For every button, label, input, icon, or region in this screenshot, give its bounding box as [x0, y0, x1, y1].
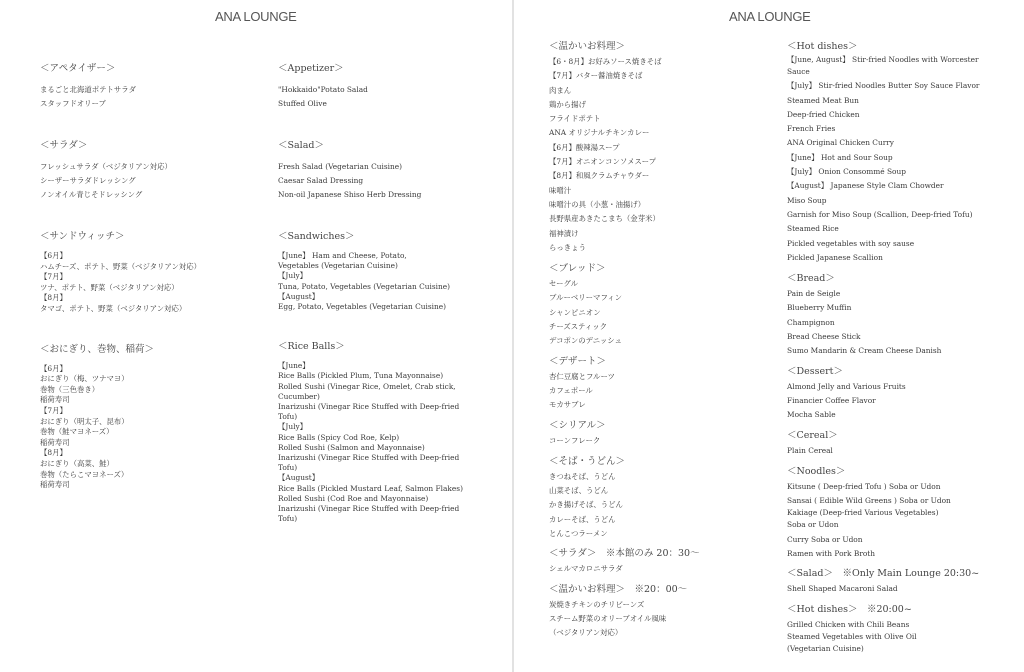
menu-item: Plain Cereal: [787, 445, 833, 455]
menu-item: Tofu): [278, 514, 298, 524]
menu-section: [40, 139, 270, 202]
menu-item: 【8月】和風クラムチャウダー: [549, 171, 650, 181]
menu-item: タマゴ、ポテト、野菜（ベジタリアン対応）: [40, 303, 187, 313]
menu-item: 稲荷寿司: [40, 395, 70, 405]
menu-item: 巻物（たらこマヨネーズ）: [40, 469, 129, 479]
menu-item: Kakiage (Deep-fried Various Vegetables): [787, 508, 939, 518]
menu-section: [549, 355, 779, 413]
menu-item: かき揚げそば、うどん: [549, 500, 623, 510]
menu-item: Inarizushi (Vinegar Rice Stuffed with Deep-fried: [278, 402, 460, 412]
menu-item: Stuffed Olive: [278, 99, 327, 108]
menu-item: セーグル: [549, 279, 579, 289]
menu-item: 【8月】: [40, 293, 67, 303]
menu-item: Inarizushi (Vinegar Rice Stuffed with Deep-fried: [278, 453, 460, 463]
menu-item: Pickled Japanese Scallion: [787, 252, 883, 262]
menu-item: Sansai ( Edible Wild Greens ) Soba or Udon: [787, 496, 951, 506]
menu-item: 福神漬け: [549, 228, 579, 238]
menu-item: Steamed Vegetables with Olive Oil: [787, 631, 917, 641]
section-heading: ＜サラダ＞: [40, 140, 88, 151]
menu-item: Financier Coffee Flavor: [787, 395, 876, 405]
menu-item: "Hokkaido"Potato Salad: [278, 85, 368, 94]
menu-section: [549, 40, 779, 255]
menu-item: デコポンのデニッシュ: [549, 336, 622, 346]
section-heading: ＜Salad＞ ※Only Main Lounge 20:30~: [787, 568, 980, 580]
menu-item: 【June】: [278, 361, 310, 371]
menu-item: 【August】 Japanese Style Clam Chowder: [787, 181, 944, 191]
menu-item: まるごと北海道ポテトサラダ: [40, 85, 137, 94]
menu-item: 【July】: [278, 422, 308, 432]
menu-item: Almond Jelly and Various Fruits: [787, 381, 906, 391]
menu-item: Garnish for Miso Soup (Scallion, Deep-fried Tofu): [787, 209, 973, 219]
menu-item: 【June】 Hot and Sour Soup: [787, 152, 893, 162]
menu-item: Rice Balls (Pickled Mustard Leaf, Salmon Flakes): [278, 483, 463, 493]
menu-item: 山菜そば、うどん: [549, 486, 609, 496]
menu-item: Mocha Sable: [787, 410, 836, 420]
menu-item: Rolled Sushi (Cod Roe and Mayonnaise): [278, 493, 429, 503]
menu-item: 【June】 Ham and Cheese, Potato,: [278, 251, 407, 260]
menu-item: シェルマカロニサラダ: [549, 564, 623, 574]
menu-section: [40, 343, 270, 491]
section-heading: ＜サンドウィッチ＞: [40, 231, 125, 242]
section-heading: ＜Salad＞: [278, 140, 324, 151]
menu-item: スタッフドオリーブ: [40, 99, 106, 108]
menu-section: [787, 567, 1023, 596]
menu-item: 【8月】: [40, 448, 67, 458]
menu-item: Inarizushi (Vinegar Rice Stuffed with Deep-fried: [278, 504, 460, 514]
menu-item: 【6・8月】お好みソース焼きそば: [549, 57, 662, 66]
menu-item: 鶏から揚げ: [549, 99, 586, 109]
menu-item: 【7月】: [40, 272, 67, 282]
japanese-menu-column: [549, 40, 779, 641]
brand-title: ANA LOUNGE: [729, 9, 811, 24]
menu-item: 稲荷寿司: [40, 437, 70, 447]
menu-section: [787, 365, 1023, 423]
menu-item: ブルーベリーマフィン: [549, 293, 623, 303]
section-heading: ＜Cereal＞: [787, 429, 838, 441]
menu-item: Pickled vegetables with soy sause: [787, 238, 915, 248]
menu-item: チーズスティック: [549, 322, 608, 332]
menu-item: Steamed Rice: [787, 224, 839, 234]
menu-item: 【June, August】 Stir-fried Noodles with Worcester: [787, 55, 979, 64]
menu-item: シャンピニオン: [549, 307, 601, 317]
menu-item: 巻物（鮭マヨネーズ）: [40, 427, 114, 437]
menu-item: 味噌汁の具（小葱・油揚げ）: [549, 199, 646, 209]
menu-section: [549, 262, 779, 348]
menu-item: (Vegetarian Cuisine): [787, 643, 864, 653]
menu-item: カフェポール: [549, 385, 593, 395]
menu-section: [549, 547, 779, 576]
brand-title: ANA LOUNGE: [215, 9, 297, 24]
menu-item: Caesar Salad Dressing: [278, 176, 364, 185]
section-heading: ＜サラダ＞ ※本館のみ 20：30～: [549, 548, 700, 560]
menu-item: （ベジタリアン対応）: [549, 628, 623, 638]
section-heading: ＜ブレッド＞: [549, 263, 606, 275]
menu-section: [549, 419, 779, 448]
menu-item: Sauce: [787, 67, 810, 76]
menu-item: Rice Balls (Spicy Cod Roe, Kelp): [278, 432, 400, 442]
menu-item: Miso Soup: [787, 195, 827, 205]
section-heading: ＜そば・うどん＞: [549, 455, 626, 467]
menu-item: 【August】: [278, 473, 320, 483]
menu-section: [278, 62, 508, 111]
japanese-menu-column: [40, 62, 270, 491]
menu-item: Egg, Potato, Vegetables (Vegetarian Cuisine): [278, 302, 447, 312]
menu-item: 【7月】バター醤油焼きそば: [549, 71, 643, 81]
menu-item: Ramen with Pork Broth: [787, 549, 876, 559]
menu-item: Rolled Sushi (Salmon and Mayonnaise): [278, 442, 425, 452]
menu-item: 【July】 Stir-fried Noodles Butter Soy Sauce Flavor: [787, 81, 980, 91]
menu-item: 稲荷寿司: [40, 480, 70, 490]
menu-item: 巻物（三色巻き）: [40, 384, 100, 394]
menu-item: とんこつラーメン: [549, 529, 608, 539]
menu-item: 【7月】: [40, 405, 67, 415]
menu-section: [787, 603, 1023, 657]
menu-item: French Fries: [787, 124, 836, 134]
menu-item: Vegetables (Vegetarian Cuisine): [278, 261, 398, 271]
menu-item: Steamed Meat Bun: [787, 95, 859, 105]
menu-item: シーザーサラダドレッシング: [40, 176, 136, 185]
section-heading: ＜Rice Balls＞: [278, 341, 345, 353]
section-heading: ＜Hot dishes＞ ※20:00~: [787, 603, 912, 615]
menu-item: らっきょう: [549, 242, 586, 252]
menu-item: Sumo Mandarin & Cream Cheese Danish: [787, 346, 942, 356]
menu-section: [787, 272, 1023, 358]
menu-item: ツナ、ポテト、野菜（ベジタリアン対応）: [40, 282, 179, 292]
menu-item: Tuna, Potato, Vegetables (Vegetarian Cuisine): [278, 281, 451, 291]
menu-item: おにぎり（梅、ツナマヨ）: [40, 374, 129, 384]
menu-item: Non-oil Japanese Shiso Herb Dressing: [278, 190, 422, 199]
menu-section: [40, 62, 270, 111]
menu-section: [278, 340, 508, 524]
menu-item: 【6月】酸辣湯スープ: [549, 142, 620, 152]
menu-item: Grilled Chicken with Chili Beans: [787, 619, 910, 629]
menu-item: ハムチーズ、ポテト、野菜（ベジタリアン対応）: [40, 261, 202, 271]
menu-section: [278, 230, 508, 312]
menu-item: 【July】 Onion Consommé Soup: [787, 167, 906, 177]
english-menu-column: [787, 40, 1023, 656]
menu-item: Cucumber): [278, 391, 320, 401]
menu-item: カレーそば、うどん: [549, 514, 616, 524]
menu-section: [787, 40, 1023, 265]
menu-section: [278, 139, 508, 202]
menu-item: コーンフレーク: [549, 435, 601, 445]
menu-item: 味噌汁: [549, 185, 572, 195]
section-heading: ＜おにぎり、巻物、稲荷＞: [40, 343, 155, 355]
menu-item: フライドポテト: [549, 114, 601, 124]
menu-section: [787, 465, 1023, 561]
menu-item: 肉まん: [549, 85, 572, 95]
menu-item: Bread Cheese Stick: [787, 332, 861, 342]
menu-item: 【7月】オニオンコンソメスープ: [549, 157, 656, 167]
menu-item: おにぎり（明太子、昆布）: [40, 416, 129, 426]
menu-section: [549, 455, 779, 541]
menu-section: [40, 230, 270, 315]
section-heading: ＜Noodles＞: [787, 465, 846, 477]
menu-item: おにぎり（高菜、鮭）: [40, 458, 114, 468]
menu-page-right: [514, 0, 1024, 672]
menu-item: 【6月】: [40, 363, 67, 373]
menu-item: ANA Original Chicken Curry: [787, 138, 894, 148]
menu-item: Deep-fried Chicken: [787, 109, 860, 119]
menu-item: Soba or Udon: [787, 520, 839, 530]
section-heading: ＜デザート＞: [549, 355, 607, 367]
menu-item: Shell Shaped Macaroni Salad: [787, 584, 898, 594]
section-heading: ＜Sandwiches＞: [278, 231, 355, 242]
menu-item: ANA オリジナルチキンカレー: [549, 128, 650, 138]
section-heading: ＜温かいお料理＞: [549, 41, 626, 52]
menu-item: 長野県産あきたこまち（金芽米）: [549, 214, 660, 224]
menu-item: モカサブレ: [549, 400, 586, 410]
section-heading: ＜シリアル＞: [549, 419, 606, 431]
section-heading: ＜温かいお料理＞ ※20：00～: [549, 583, 688, 595]
menu-section: [549, 583, 779, 641]
menu-item: Pain de Seigle: [787, 289, 841, 299]
menu-item: 【August】: [278, 291, 320, 301]
section-heading: ＜Dessert＞: [787, 365, 843, 377]
menu-item: きつねそば、うどん: [549, 471, 616, 481]
english-menu-column: [278, 62, 508, 524]
menu-item: 【July】: [278, 271, 308, 281]
section-heading: ＜Appetizer＞: [278, 63, 344, 74]
menu-item: フレッシュサラダ（ベジタリアン対応）: [40, 162, 172, 171]
menu-item: スチーム野菜のオリーブオイル風味: [549, 613, 667, 623]
menu-item: Tofu): [278, 412, 298, 422]
menu-item: Rolled Sushi (Vinegar Rice, Omelet, Crab stick,: [278, 381, 456, 391]
section-heading: ＜アペタイザー＞: [40, 63, 116, 74]
menu-item: Tofu): [278, 463, 298, 473]
menu-item: Champignon: [787, 317, 835, 327]
menu-section: [787, 429, 1023, 458]
section-heading: ＜Hot dishes＞: [787, 41, 858, 52]
menu-item: Curry Soba or Udon: [787, 534, 863, 544]
menu-item: Blueberry Muffin: [787, 303, 852, 313]
menu-item: Rice Balls (Pickled Plum, Tuna Mayonnaise): [278, 371, 444, 381]
menu-item: 【6月】: [40, 251, 67, 260]
menu-item: ノンオイル青じそドレッシング: [40, 190, 143, 199]
menu-item: Fresh Salad (Vegetarian Cuisine): [278, 162, 403, 171]
menu-item: 炭焼きチキンのチリビーンズ: [549, 599, 645, 609]
section-heading: ＜Bread＞: [787, 273, 835, 285]
menu-item: 杏仁豆腐とフルーツ: [549, 371, 615, 381]
menu-item: Kitsune ( Deep-fried Tofu ) Soba or Udon: [787, 481, 941, 491]
